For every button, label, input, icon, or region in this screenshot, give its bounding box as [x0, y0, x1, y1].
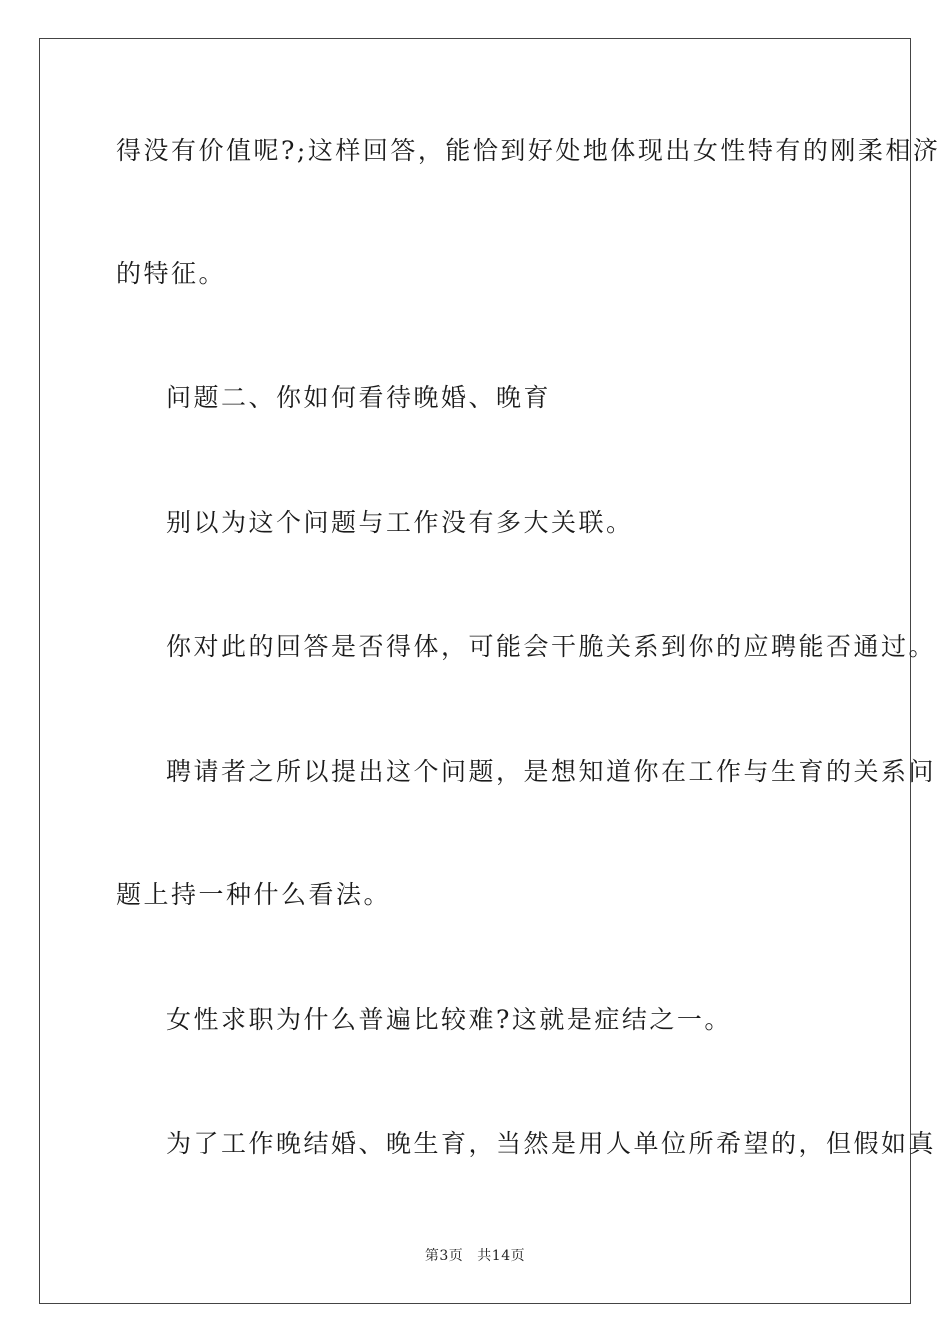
section-heading: 问题二、你如何看待晚婚、晚育 [166, 383, 552, 412]
page-total: 共14页 [477, 1248, 526, 1264]
paragraph-line: 题上持一种什么看法。 [116, 880, 392, 909]
paragraph-line: 别以为这个问题与工作没有多大关联。 [166, 508, 634, 537]
paragraph-line: 女性求职为什么普遍比较难?这就是症结之一。 [166, 1005, 732, 1034]
paragraph-line: 聘请者之所以提出这个问题，是想知道你在工作与生育的关系问 [166, 757, 937, 786]
paragraph-line: 为了工作晚结婚、晚生育，当然是用人单位所希望的，但假如真 [166, 1129, 937, 1158]
paragraph-line: 得没有价值呢?;这样回答，能恰到好处地体现出女性特有的刚柔相济 [116, 136, 941, 165]
paragraph-line: 你对此的回答是否得体，可能会干脆关系到你的应聘能否通过。 [166, 632, 937, 661]
page-frame [39, 38, 941, 1304]
page-footer [0, 1246, 950, 1266]
paragraph-line: 的特征。 [116, 259, 227, 288]
page-number: 第3页 [424, 1248, 464, 1264]
